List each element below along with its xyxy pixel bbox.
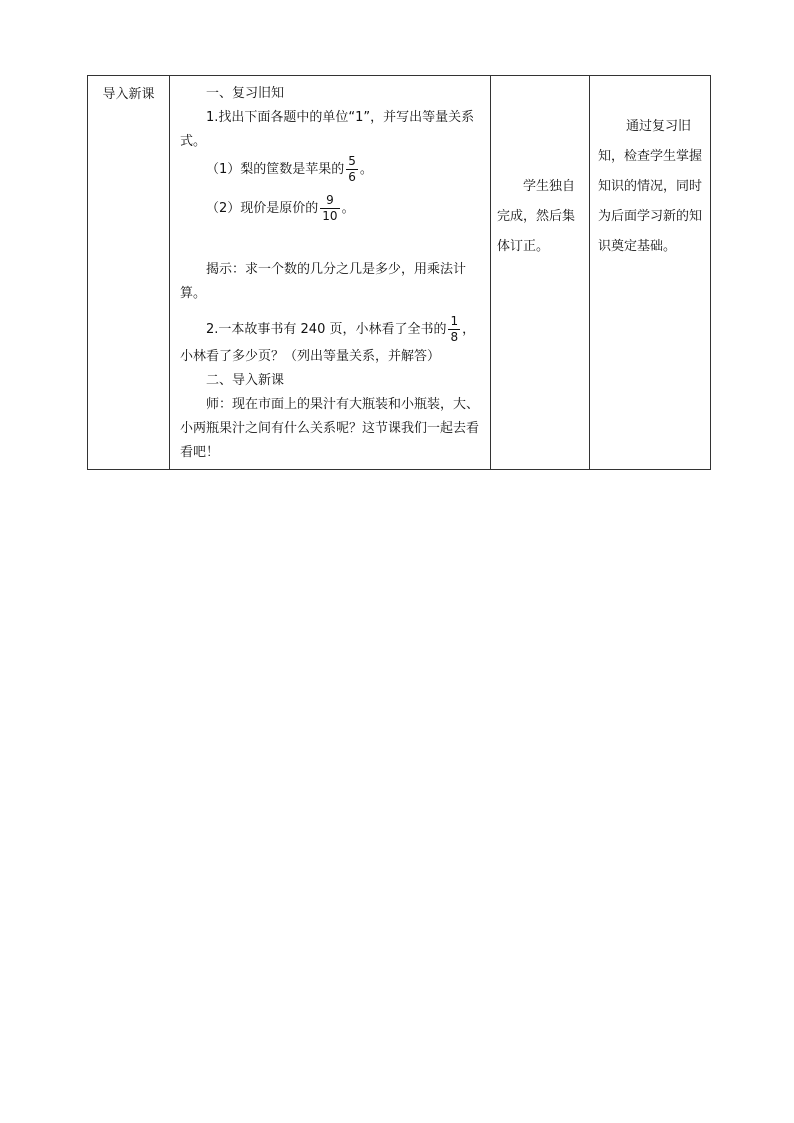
question2-text-a: 2.一本故事书有 240 页，小林看了全书的 bbox=[206, 322, 447, 337]
section2-title: 二、导入新课 bbox=[206, 373, 285, 388]
fraction-denominator: 10 bbox=[322, 209, 338, 223]
table-row bbox=[88, 76, 711, 470]
question1-intro: 1.找出下面各题中的单位“1”，并写出等量关系式。 bbox=[180, 110, 475, 149]
question2-text-b: ，小林看了多少页？（列出等量关系，并解答） bbox=[180, 322, 476, 364]
fraction-five-sixths bbox=[346, 154, 358, 185]
question1-item1-text: （1）梨的筐数是苹果的 bbox=[206, 162, 345, 177]
question2 bbox=[180, 314, 482, 369]
content-cell bbox=[170, 76, 491, 470]
fraction-nine-tenths bbox=[320, 193, 339, 224]
teaching-content bbox=[170, 76, 490, 469]
question1-item1 bbox=[180, 154, 482, 185]
fraction-numerator: 5 bbox=[348, 154, 356, 168]
intent-cell bbox=[590, 76, 711, 470]
fraction-numerator: 9 bbox=[320, 193, 339, 209]
fraction-denominator: 8 bbox=[450, 330, 459, 344]
design-intent: 通过复习旧知，检查学生掌握知识的情况，同时为后面学习新的知识奠定基础。 bbox=[598, 119, 703, 254]
lesson-plan-table bbox=[87, 75, 711, 470]
student-activity: 学生独自完成，然后集体订正。 bbox=[497, 179, 576, 254]
step-cell bbox=[88, 76, 170, 470]
section1-title: 一、复习旧知 bbox=[206, 86, 285, 101]
teacher-remark: 师：现在市面上的果汁有大瓶装和小瓶装，大、小两瓶果汁之间有什么关系呢？这节课我们一起去看看吧！ bbox=[180, 397, 480, 460]
fraction-one-eighth bbox=[448, 314, 460, 345]
question1-item2-end: 。 bbox=[341, 201, 355, 216]
question1-item2-text: （2）现价是原价的 bbox=[206, 201, 319, 216]
activity-cell bbox=[491, 76, 590, 470]
hint-text: 揭示：求一个数的几分之几是多少，用乘法计算。 bbox=[180, 262, 467, 301]
question1-item1-end: 。 bbox=[359, 162, 373, 177]
question1-item2 bbox=[180, 193, 482, 224]
fraction-numerator: 1 bbox=[450, 314, 459, 328]
step-label: 导入新课 bbox=[102, 87, 155, 102]
fraction-denominator: 6 bbox=[348, 170, 356, 184]
